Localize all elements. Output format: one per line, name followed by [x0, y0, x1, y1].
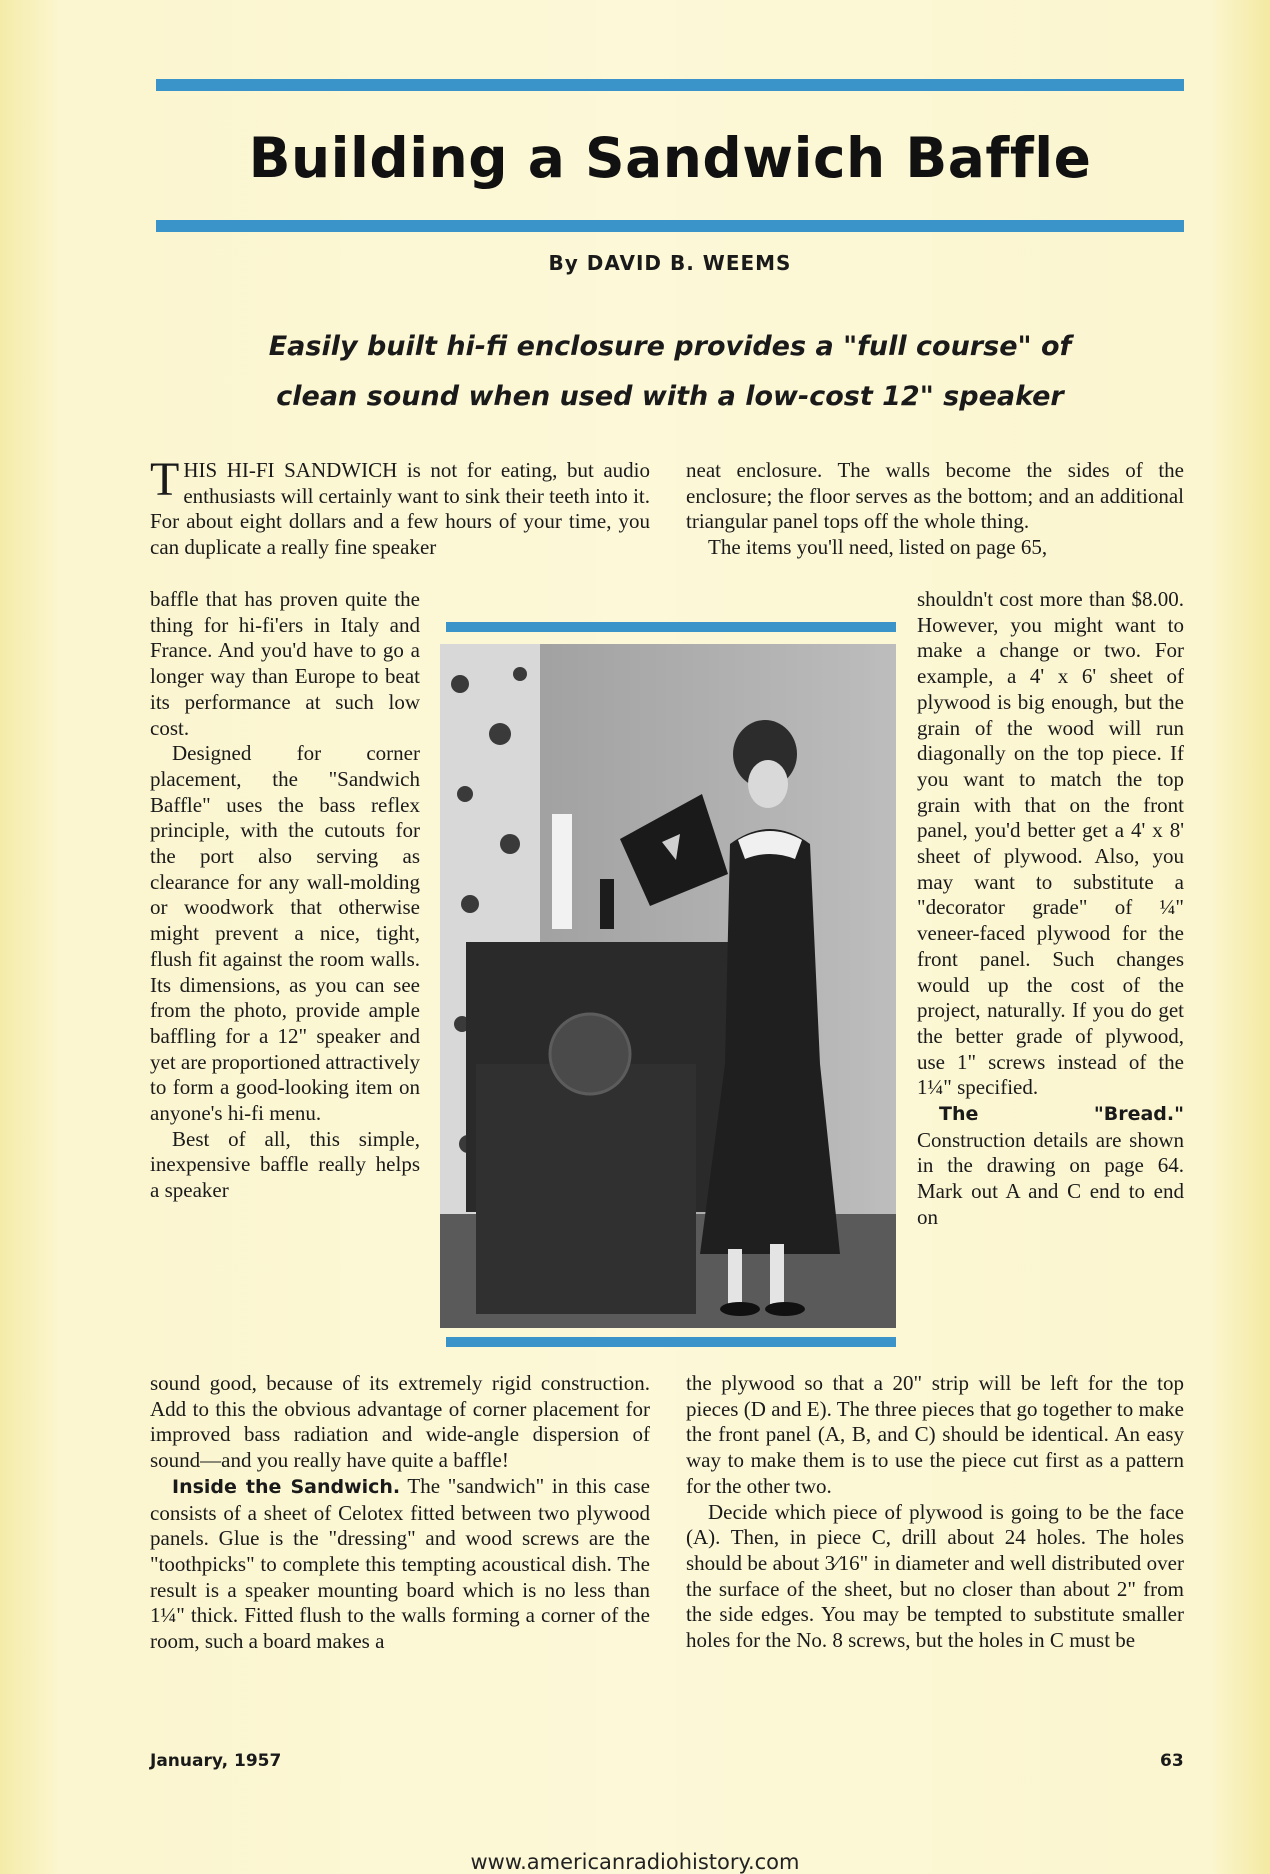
page-number: 63 [1160, 1751, 1184, 1771]
subhead-line-1: Easily built hi-fi enclosure provides a "full course" of [268, 331, 1072, 362]
byline: By DAVID B. WEEMS [548, 251, 792, 275]
paragraph [150, 1474, 650, 1655]
paragraph [917, 1101, 1184, 1231]
left-column-intro [150, 453, 650, 561]
subhead [156, 322, 1184, 422]
paragraph: shouldn't cost more than $8.00. However, you might want to make a change or two. For example, a 4' x 6' sheet of plywood is big enough, but the grain of the wood will run diagonally on the top piece. If you want to match the top grain with that on the front panel, you'd better get a 4' x 8' sheet of plywood. Also, you may want to substitute a "decorator grade" of ¼" veneer-faced plywood for the front panel. Such changes would up the cost of the project, naturally. If you do get the better grade of plywood, use 1" screws instead of the 1¼" specified. [917, 587, 1184, 1100]
photo-rule-top [446, 622, 896, 632]
paragraph: Designed for corner placement, the "Sandwich Baffle" uses the bass reflex principle, with the cutouts for the port also serving as clearance for any wall-molding or woodwork that otherwise might prevent a nice, tight, flush fit against the room walls. Its dimensions, as you can see from the photo, provide ample baffling for a 12" speaker and yet are proportioned attractively to form a good-looking item on anyone's hi-fi menu. [150, 741, 420, 1126]
article-photo [440, 644, 896, 1328]
paragraph: sound good, because of its extremely rigid construction. Add to this the obvious advantage of corner placement for improved bass radiation and wide-angle dispersion of sound—and you really have quite a baffle! [150, 1371, 650, 1473]
title-rule-bottom [156, 220, 1184, 232]
section-heading-inside-sandwich: Inside the Sandwich. [172, 1475, 401, 1498]
paragraph: the plywood so that a 20" strip will be left for the top pieces (D and E). The three pieces that go together to make the front panel (A, B, and C) should be identical. An easy way to make them is to use the piece cut first as a pattern for the other two. [686, 1371, 1184, 1498]
right-column-bottom [686, 1371, 1184, 1654]
section-heading-bread: The "Bread." [939, 1103, 1184, 1126]
right-column-intro [686, 458, 1184, 561]
paragraph-text: The "sandwich" in this case consists of a sheet of Celotex fitted between two plywood panels. Glue is the "dressing" and wood screws are the "toothpicks" to complete this tempting acoustical dish. The result is a speaker mounting board which is no less than 1¼" thick. Fitted flush to the walls forming a corner of the room, such a board makes a [150, 1473, 650, 1654]
drop-cap: T [150, 453, 180, 506]
article-title: Building a Sandwich Baffle [248, 126, 1092, 190]
paragraph-text: Construction details are shown in the drawing on page 64. Mark out A and C end to end on [917, 1127, 1184, 1229]
paragraph: Decide which piece of plywood is going to be the face (A). Then, in piece C, drill about 24 holes. The holes should be about 3⁄16" in diameter and well distributed over the surface of the sheet, but no closer than about 2" from the side edges. You may be tempted to substitute smaller holes for the No. 8 screws, but the holes in C must be [686, 1499, 1184, 1653]
subhead-line-2: clean sound when used with a low-cost 12" speaker [276, 381, 1064, 412]
intro-text: HIS HI-FI SANDWICH is not for eating, but audio enthusiasts will certainly want to sink their teeth into it. For about eight dollars and a few hours of your time, you can duplicate a really fine speaker [150, 458, 650, 560]
left-column-wrap [150, 587, 420, 1204]
paragraph: Best of all, this simple, inexpensive baffle really helps a speaker [150, 1126, 420, 1203]
footer-date: January, 1957 [150, 1751, 282, 1771]
source-url: www.americanradiohistory.com [470, 1850, 800, 1874]
right-column-wrap [917, 587, 1184, 1231]
paragraph: neat enclosure. The walls become the sides of the enclosure; the floor serves as the bottom; and an additional triangular panel tops off the whole thing. [686, 458, 1184, 534]
title-rule-top [156, 79, 1184, 91]
paragraph: The items you'll need, listed on page 65, [708, 535, 1048, 560]
photo-rule-bottom [446, 1337, 896, 1347]
photo-woman-with-baffle [440, 644, 896, 1328]
paragraph: baffle that has proven quite the thing for hi-fi'ers in Italy and France. And you'd have to go a longer way than Europe to beat its performance at such low cost. [150, 587, 420, 740]
left-column-bottom [150, 1371, 650, 1655]
